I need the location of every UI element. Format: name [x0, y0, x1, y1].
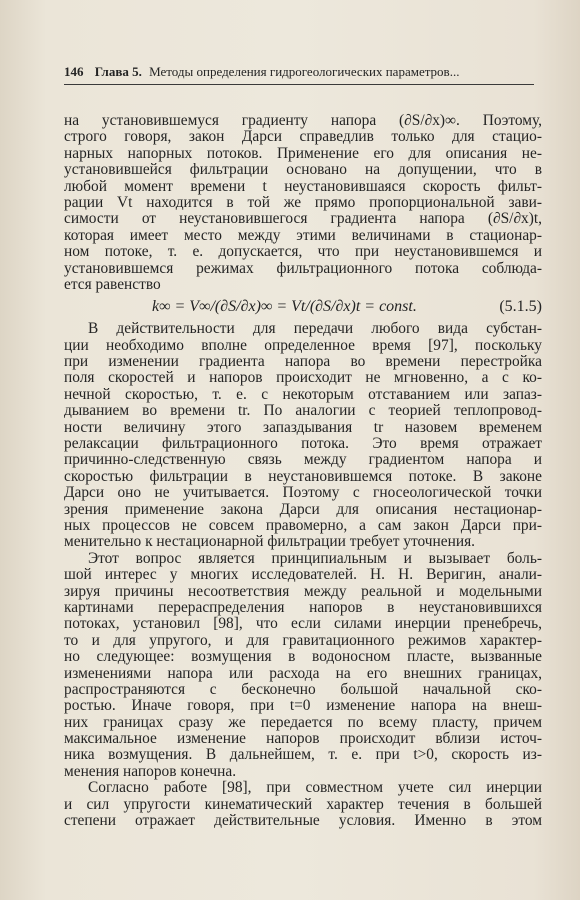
text-line: ростью. Иначе говоря, при t=0 изменение напора на внеш-: [64, 697, 542, 715]
text-line: ется равенство: [64, 275, 161, 293]
text-line: которая имеет место между этими величинами в стационар-: [64, 226, 542, 244]
text-line: нарных напорных потоков. Применение его для описания не-: [64, 144, 542, 162]
text-line: зрения применение закона Дарси для описания нестационар-: [64, 500, 542, 518]
text-line: релаксации фильтрационного потока. Это время отражает: [64, 435, 542, 453]
body-text: [64, 113, 542, 829]
text-line: дыванием во времени tr. По аналогии с теорией теплопровод-: [64, 402, 542, 420]
text-line: установившемся режимах фильтрационного потока соблюда-: [64, 259, 542, 277]
header-rule: [64, 84, 534, 85]
text-line: но следующее: возмущения в водоносном пласте, вызванные: [64, 648, 542, 666]
text-line: при изменении градиента напора во времени перестройка: [64, 353, 542, 371]
text-line: В действительности для передачи любого вида субстан-: [88, 320, 542, 338]
text-line: нечной скоростью, т. е. с некоторым отставанием или запаз-: [64, 385, 542, 403]
text-line: Этот вопрос является принципиальным и вызывает боль-: [88, 549, 542, 567]
text-line: менения напоров конечна.: [64, 762, 237, 780]
running-header: [64, 64, 534, 80]
text-line: скоростью фильтрации в неустановившемся потоке. В законе: [64, 467, 542, 485]
text-line: картинами перераспределения напоров в неустановившихся: [64, 598, 542, 616]
text-line: ности величину этого запаздывания tr назовем временем: [64, 418, 542, 436]
equation-5-1-5: [64, 293, 542, 321]
text-line: Согласно работе [98], при совместном учете сил инерции: [88, 779, 542, 797]
text-line: установившейся фильтрации основано на допущении, что в: [64, 161, 542, 179]
text-line: изменениями напора или расхода на его внешних границах,: [64, 664, 542, 682]
text-line: строго говоря, закон Дарси справедлив только для стацио-: [64, 128, 542, 146]
chapter-label: Глава 5.: [94, 64, 142, 79]
text-line: максимальное изменение напоров происходит вблизи источ-: [64, 730, 542, 748]
text-line: степени отражает действительные условия. Именно в этом: [64, 812, 542, 830]
text-line: симости от неустановившегося градиента напора (∂S/∂x)t,: [64, 210, 542, 228]
text-line: потоках, установил [98], что если силами инерции пренебречь,: [64, 615, 542, 633]
text-line: зируя причины несоответствия между реальной и модельными: [64, 582, 542, 600]
equation-number: (5.1.5): [499, 298, 542, 316]
text-line: ника возмущения. В дальнейшем, т. е. при t>0, скорость из-: [64, 746, 542, 764]
text-line: распространяются с бесконечно большой начальной ско-: [64, 680, 542, 698]
text-line: ном потоке, т. е. допускается, что при неустановившемся и: [64, 243, 542, 261]
equation-text: k∞ = V∞/(∂S/∂x)∞ = Vt/(∂S/∂x)t = const.: [152, 298, 417, 316]
page-number: 146: [64, 64, 84, 79]
text-line: Дарси оно не учитывается. Поэтому с гносеологической точки: [64, 484, 542, 502]
text-line: менительно к нестационарной фильтрации требует уточнения.: [64, 533, 475, 551]
text-line: на установившемуся градиенту напора (∂S/∂x)∞. Поэтому,: [64, 112, 542, 129]
text-line: рации Vt находится в той же прямо пропорциональной зави-: [64, 193, 542, 211]
chapter-title: Методы определения гидрогеологических параметров...: [149, 64, 460, 79]
text-line: то и для упругого, и для гравитационного режимов характер-: [64, 631, 542, 649]
text-line: шой интерес у многих исследователей. Н. Н. Веригин, анали-: [64, 566, 542, 584]
text-line: ных процессов не совсем правомерно, а сам закон Дарси при-: [64, 516, 542, 534]
text-line: и сил упругости кинематический характер течения в большей: [64, 795, 542, 813]
text-line: ции необходимо вполне определенное время [97], поскольку: [64, 336, 542, 354]
text-line: причинно-следственную связь между градиентом напора и: [64, 451, 542, 469]
text-line: них границах сразу же передается по всему пласту, причем: [64, 713, 542, 731]
text-line: любой момент времени t неустановившаяся скорость фильт-: [64, 177, 542, 195]
text-line: поля скоростей и напоров происходит не мгновенно, а с ко-: [64, 369, 542, 387]
